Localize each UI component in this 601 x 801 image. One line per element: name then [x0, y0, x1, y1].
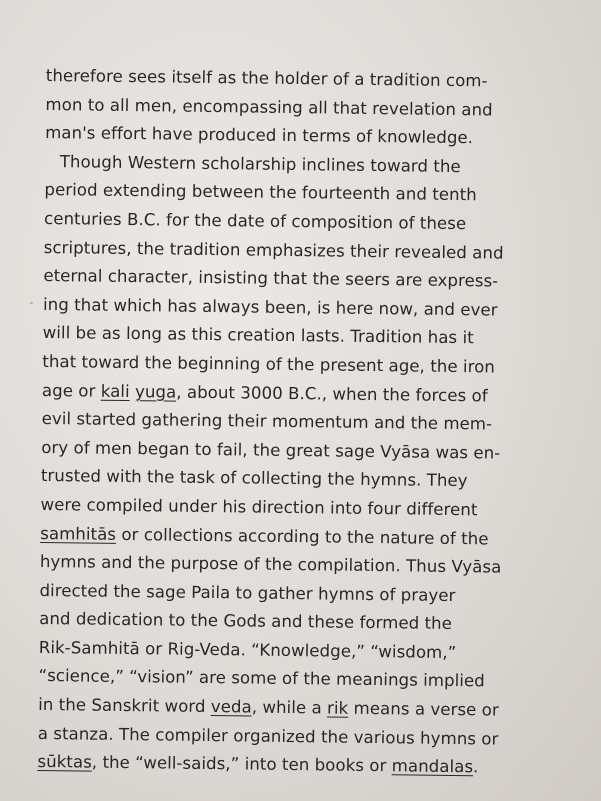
text-fragment: were compiled under his direction into four different	[40, 494, 478, 520]
text-fragment: man's effort have produced in terms of knowledge.	[45, 123, 474, 148]
text-fragment: a stanza. The compiler organized the various hymns or	[37, 723, 499, 749]
underlined-term: yuga	[134, 381, 177, 402]
text-fragment: Though Western scholarship inclines toward the	[59, 151, 461, 176]
text-fragment: hymns and the purpose of the compilation. Thus Vyāsa	[39, 552, 502, 577]
text-fragment: that toward the beginning of the present age, the iron	[42, 351, 496, 377]
text-fragment: .	[472, 757, 479, 777]
text-fragment: , while a	[251, 697, 328, 718]
underlined-term: sūktas	[37, 752, 92, 772]
text-fragment: trusted with the task of collecting the hymns. They	[40, 466, 468, 491]
paper-speck	[30, 302, 33, 304]
text-fragment: scriptures, the tradition emphasizes their revealed and	[43, 237, 504, 263]
text-fragment: evil started gathering their momentum and the mem-	[41, 409, 493, 434]
text-fragment: ory of men began to fail, the great sage Vyāsa was en-	[41, 437, 501, 463]
text-fragment: and dedication to the Gods and these formed the	[39, 609, 453, 634]
underlined-term: mandalas	[391, 756, 474, 777]
text-fragment: ing that which has always been, is here now, and ever	[42, 294, 498, 320]
text-fragment: means a verse or	[348, 698, 499, 720]
text-fragment: eternal character, insisting that the seers are express-	[43, 266, 499, 291]
text-fragment: centuries B.C. for the date of composition of these	[43, 208, 467, 234]
body-text	[37, 62, 566, 783]
text-fragment: Rik-Samhitā or Rig-Veda. “Knowledge,” “wisdom,”	[38, 637, 457, 662]
text-fragment: , the “well-saids,” into ten books or	[91, 752, 392, 776]
text-fragment: , about 3000 B.C., when the forces of	[176, 382, 488, 405]
text-fragment: “science,” “vision” are some of the meanings implied	[38, 666, 485, 691]
text-fragment: therefore sees itself as the holder of a tradition com-	[45, 65, 488, 91]
text-fragment: will be as long as this creation lasts. Tradition has it	[42, 323, 474, 348]
text-fragment: in the Sanskrit word	[38, 695, 211, 717]
underlined-term: samhitās	[40, 523, 117, 544]
text-fragment: mon to all men, encompassing all that revelation and	[45, 94, 493, 120]
text-line	[37, 748, 557, 783]
underlined-term: veda	[210, 697, 252, 717]
text-fragment: or collections according to the nature of the	[115, 524, 489, 548]
underlined-term: rik	[326, 698, 349, 718]
underlined-term: kali	[100, 381, 130, 401]
text-fragment: directed the sage Paila to gather hymns of prayer	[39, 580, 456, 605]
text-fragment: period extending between the fourteenth and tenth	[44, 180, 477, 205]
text-fragment: age or	[41, 380, 101, 401]
